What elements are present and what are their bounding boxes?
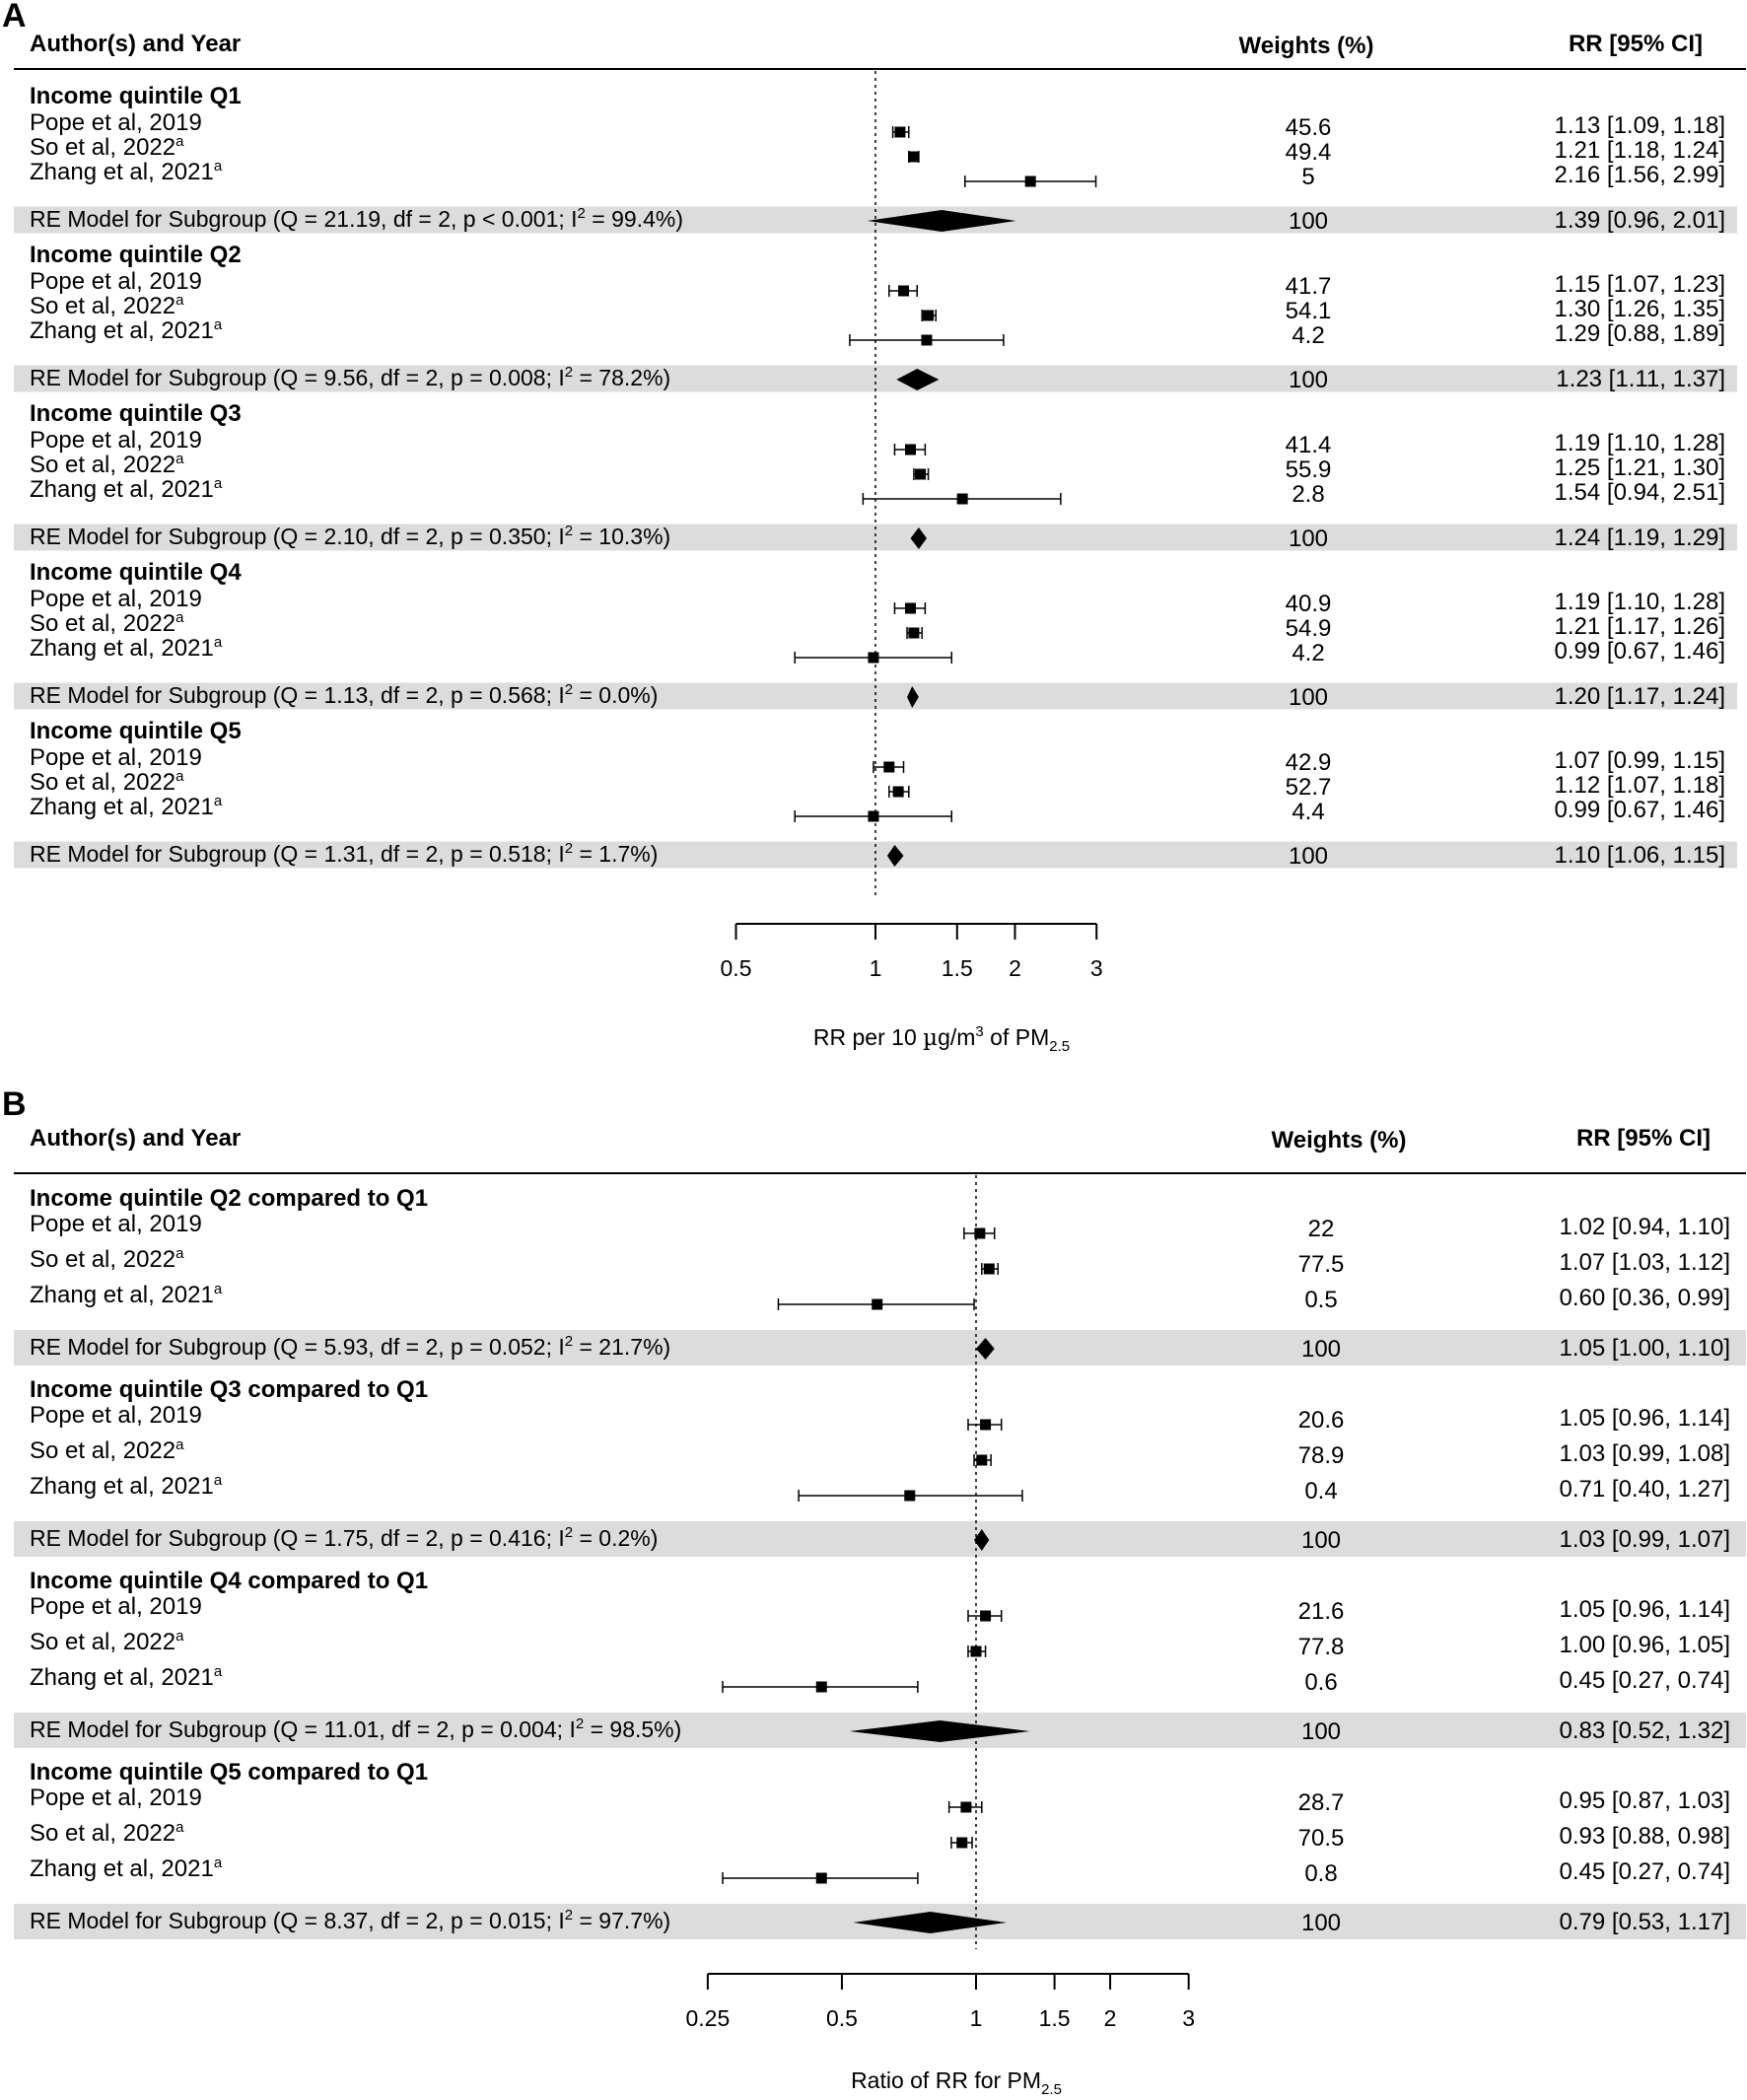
subgroup-summary-row	[14, 1521, 1746, 1557]
study-name: Zhang et al, 2021$^a$	[30, 793, 223, 820]
study-weight: 52.7	[1285, 774, 1332, 801]
subgroup-summary-row	[14, 1713, 1746, 1748]
x-tick-label: 3	[1182, 2005, 1196, 2031]
panel-a	[2, 0, 1746, 1055]
summary-weight: 100	[1300, 1527, 1342, 1554]
study-estimate: 1.05 [0.96, 1.14]	[1559, 1596, 1730, 1623]
summary-estimate: 1.39 [0.96, 2.01]	[1554, 207, 1725, 234]
study-weight: 4.2	[1292, 322, 1325, 349]
panel-b-x-axis	[685, 1175, 1195, 2031]
study-name: Zhang et al, 2021$^a$	[30, 634, 223, 662]
study-name: So et al, 2022$^a$	[30, 609, 184, 637]
group-label: Income quintile Q5	[30, 718, 242, 744]
study-name: Pope et al, 2019	[30, 1211, 202, 1237]
subgroup-summary-row	[14, 1904, 1746, 1939]
x-tick-label: 0.25	[685, 2005, 731, 2031]
point-estimate-square	[893, 787, 904, 798]
study-name: Zhang et al, 2021$^a$	[30, 316, 223, 344]
panel-b-letter: B	[2, 1085, 27, 1123]
study-name: Pope et al, 2019	[30, 427, 202, 454]
x-tick-label: 0.5	[720, 955, 752, 981]
summary-weight: 100	[1300, 1910, 1342, 1936]
study-name: Pope et al, 2019	[30, 586, 202, 612]
study-name: So et al, 2022$^a$	[30, 292, 184, 319]
group-label: Income quintile Q2	[30, 242, 242, 268]
study-name: Pope et al, 2019	[30, 744, 202, 771]
point-estimate-square	[904, 1491, 915, 1502]
group-label: Income quintile Q4 compared to Q1	[30, 1568, 429, 1594]
study-row	[30, 316, 1725, 349]
panel-b-col-estimate: RR [95% CI]	[1575, 1125, 1711, 1152]
study-row	[30, 1819, 1730, 1852]
study-row	[30, 1663, 1730, 1696]
point-estimate-square	[976, 1455, 987, 1466]
study-name: Zhang et al, 2021$^a$	[30, 475, 223, 503]
study-weight: 0.4	[1304, 1478, 1338, 1505]
study-name: So et al, 2022$^a$	[30, 1819, 184, 1847]
study-weight: 20.6	[1297, 1407, 1345, 1434]
point-estimate-square	[1025, 176, 1036, 187]
panel-b-col-weights: Weights (%)	[1271, 1127, 1407, 1154]
study-weight: 42.9	[1285, 749, 1332, 776]
study-name: Zhang et al, 2021$^a$	[30, 1663, 223, 1691]
study-weight: 28.7	[1297, 1789, 1345, 1816]
study-estimate: 0.99 [0.67, 1.46]	[1554, 797, 1725, 823]
study-weight: 22	[1307, 1216, 1335, 1242]
study-row	[30, 1436, 1730, 1469]
panel-b	[2, 1085, 1746, 2098]
study-row	[30, 158, 1725, 190]
study-estimate: 0.45 [0.27, 0.74]	[1559, 1667, 1730, 1694]
summary-label: RE Model for Subgroup (Q = 1.31, df = 2, p = 0.518; $I^2 = 1.7\%$)	[30, 840, 659, 867]
x-tick-label: 1.5	[1038, 2005, 1071, 2031]
summary-label: RE Model for Subgroup (Q = 21.19, df = 2, p < 0.001; $I^2 = 99.4\%$)	[30, 205, 683, 232]
study-weight: 4.2	[1292, 640, 1325, 666]
study-weight: 41.4	[1285, 432, 1332, 458]
study-estimate: 1.30 [1.26, 1.35]	[1554, 296, 1725, 322]
study-row	[30, 1785, 1730, 1816]
summary-estimate: 1.03 [0.99, 1.07]	[1559, 1526, 1730, 1553]
point-estimate-square	[980, 1420, 991, 1431]
point-estimate-square	[984, 1264, 995, 1275]
point-estimate-square	[957, 494, 968, 505]
study-weight: 0.5	[1304, 1287, 1338, 1313]
study-weight: 2.8	[1292, 481, 1325, 508]
panel-a-col-study: Author(s) and Year	[30, 31, 242, 57]
study-row	[30, 1628, 1730, 1660]
summary-label: RE Model for Subgroup (Q = 1.13, df = 2, p = 0.568; $I^2 = 0.0\%$)	[30, 681, 659, 708]
study-row	[30, 268, 1725, 300]
point-estimate-square	[960, 1802, 971, 1813]
study-weight: 70.5	[1297, 1825, 1345, 1852]
summary-label: RE Model for Subgroup (Q = 5.93, df = 2, p = 0.052; $I^2 = 21.7\%$)	[30, 1333, 671, 1360]
study-row	[30, 1281, 1730, 1313]
study-estimate: 1.54 [0.94, 2.51]	[1554, 479, 1725, 506]
study-weight: 54.9	[1285, 615, 1332, 642]
panel-a-rows	[14, 83, 1737, 870]
study-row	[30, 1855, 1730, 1887]
subgroup-summary-row	[14, 1330, 1746, 1365]
study-name: Zhang et al, 2021$^a$	[30, 1472, 223, 1500]
study-row	[30, 109, 1725, 141]
study-weight: 21.6	[1297, 1598, 1345, 1625]
study-estimate: 1.13 [1.09, 1.18]	[1554, 112, 1725, 139]
summary-estimate: 0.79 [0.53, 1.17]	[1559, 1909, 1730, 1935]
point-estimate-square	[883, 762, 894, 773]
panel-a-col-weights: Weights (%)	[1238, 33, 1374, 59]
point-estimate-square	[868, 811, 878, 822]
point-estimate-square	[923, 311, 934, 321]
study-weight: 41.7	[1285, 273, 1332, 300]
group-label: Income quintile Q3 compared to Q1	[30, 1376, 429, 1403]
study-row	[30, 133, 1725, 166]
panel-b-rows	[14, 1185, 1746, 1939]
study-estimate: 1.07 [1.03, 1.12]	[1559, 1249, 1730, 1276]
study-row	[30, 793, 1725, 825]
study-estimate: 1.25 [1.21, 1.30]	[1554, 455, 1725, 481]
summary-weight: 100	[1300, 1718, 1342, 1745]
study-estimate: 1.21 [1.17, 1.26]	[1554, 613, 1725, 640]
x-tick-label: 2	[1009, 955, 1021, 981]
summary-label: RE Model for Subgroup (Q = 1.75, df = 2, p = 0.416; $I^2 = 0.2\%$)	[30, 1524, 659, 1551]
x-tick-label: 1	[869, 955, 882, 981]
summary-estimate: 1.05 [1.00, 1.10]	[1559, 1335, 1730, 1362]
study-weight: 0.6	[1304, 1669, 1338, 1696]
study-row	[30, 1245, 1730, 1278]
study-name: So et al, 2022$^a$	[30, 451, 184, 478]
summary-estimate: 0.83 [0.52, 1.32]	[1559, 1717, 1730, 1744]
study-row	[30, 609, 1725, 642]
study-name: Pope et al, 2019	[30, 268, 202, 295]
x-tick-label: 2	[1103, 2005, 1117, 2031]
study-weight: 77.5	[1297, 1251, 1345, 1278]
summary-label: RE Model for Subgroup (Q = 11.01, df = 2, p = 0.004; $I^2 = 98.5\%$)	[30, 1715, 682, 1742]
summary-weight: 100	[1288, 843, 1329, 870]
panel-a-x-axis-label: RR per 10 $\mu g/m^3$ of $PM_{2.5}$	[812, 1023, 1071, 1055]
x-tick-label: 3	[1089, 955, 1103, 981]
study-weight: 77.8	[1297, 1634, 1345, 1660]
point-estimate-square	[915, 469, 926, 480]
study-row	[30, 292, 1725, 324]
study-row	[30, 634, 1725, 666]
study-estimate: 1.02 [0.94, 1.10]	[1559, 1214, 1730, 1240]
study-row	[30, 768, 1725, 801]
x-tick-label: 1.5	[941, 955, 973, 981]
point-estimate-square	[980, 1611, 991, 1622]
study-name: Pope et al, 2019	[30, 1593, 202, 1620]
study-name: Pope et al, 2019	[30, 109, 202, 136]
point-estimate-square	[956, 1838, 967, 1849]
study-name: So et al, 2022$^a$	[30, 1436, 184, 1464]
study-row	[30, 475, 1725, 508]
point-estimate-square	[894, 127, 905, 138]
study-weight: 40.9	[1285, 591, 1332, 617]
point-estimate-square	[908, 152, 919, 163]
group-label: Income quintile Q2 compared to Q1	[30, 1185, 429, 1212]
summary-estimate: 1.23 [1.11, 1.37]	[1556, 366, 1725, 392]
study-name: Pope et al, 2019	[30, 1785, 202, 1811]
study-estimate: 1.05 [0.96, 1.14]	[1559, 1405, 1730, 1432]
study-weight: 0.8	[1304, 1860, 1338, 1887]
group-label: Income quintile Q3	[30, 400, 242, 427]
study-weight: 5	[1301, 164, 1315, 190]
summary-label: RE Model for Subgroup (Q = 9.56, df = 2, p = 0.008; $I^2 = 78.2\%$)	[30, 364, 671, 390]
study-name: So et al, 2022$^a$	[30, 768, 184, 796]
panel-b-col-study: Author(s) and Year	[30, 1125, 242, 1152]
study-weight: 45.6	[1285, 114, 1332, 141]
study-estimate: 0.71 [0.40, 1.27]	[1559, 1476, 1730, 1503]
group-label: Income quintile Q4	[30, 559, 242, 586]
study-estimate: 1.19 [1.10, 1.28]	[1554, 430, 1725, 456]
study-estimate: 1.12 [1.07, 1.18]	[1554, 772, 1725, 799]
summary-weight: 100	[1300, 1336, 1342, 1363]
study-estimate: 1.19 [1.10, 1.28]	[1554, 589, 1725, 615]
study-row	[30, 1402, 1730, 1434]
study-name: Zhang et al, 2021$^a$	[30, 1281, 223, 1308]
point-estimate-square	[905, 445, 916, 455]
summary-label: RE Model for Subgroup (Q = 8.37, df = 2, p = 0.015; $I^2 = 97.7\%$)	[30, 1907, 671, 1933]
study-name: So et al, 2022$^a$	[30, 1628, 184, 1655]
study-row	[30, 1472, 1730, 1505]
study-weight: 49.4	[1285, 139, 1332, 166]
point-estimate-square	[908, 628, 919, 639]
panel-a-letter: A	[2, 0, 27, 35]
study-row	[30, 744, 1725, 776]
study-row	[30, 451, 1725, 483]
point-estimate-square	[898, 286, 909, 297]
point-estimate-square	[816, 1682, 827, 1693]
group-label: Income quintile Q1	[30, 83, 242, 109]
study-weight: 78.9	[1297, 1442, 1345, 1469]
study-row	[30, 427, 1725, 458]
summary-weight: 100	[1288, 684, 1329, 711]
point-estimate-square	[816, 1873, 827, 1884]
summary-weight: 100	[1288, 208, 1329, 235]
point-estimate-square	[868, 653, 878, 664]
study-estimate: 1.15 [1.07, 1.23]	[1554, 271, 1725, 298]
study-name: Zhang et al, 2021$^a$	[30, 1855, 223, 1882]
study-estimate: 0.95 [0.87, 1.03]	[1559, 1787, 1730, 1814]
study-estimate: 1.00 [0.96, 1.05]	[1559, 1632, 1730, 1658]
study-row	[30, 586, 1725, 617]
panel-b-x-axis-label: Ratio of RR for $PM_{2.5}$	[851, 2067, 1062, 2098]
study-name: So et al, 2022$^a$	[30, 1245, 184, 1273]
summary-weight: 100	[1288, 367, 1329, 393]
study-row	[30, 1593, 1730, 1625]
study-weight: 55.9	[1285, 456, 1332, 483]
study-estimate: 2.16 [1.56, 2.99]	[1554, 162, 1725, 188]
study-name: Pope et al, 2019	[30, 1402, 202, 1429]
x-tick-label: 0.5	[825, 2005, 858, 2031]
summary-weight: 100	[1288, 525, 1329, 552]
summary-label: RE Model for Subgroup (Q = 2.10, df = 2, p = 0.350; $I^2 = 10.3\%$)	[30, 523, 671, 549]
panel-a-col-estimate: RR [95% CI]	[1568, 31, 1703, 57]
study-name: Zhang et al, 2021$^a$	[30, 158, 223, 185]
summary-estimate: 1.10 [1.06, 1.15]	[1554, 842, 1725, 869]
study-estimate: 1.07 [0.99, 1.15]	[1554, 747, 1725, 774]
study-estimate: 1.21 [1.18, 1.24]	[1554, 137, 1725, 164]
summary-estimate: 1.24 [1.19, 1.29]	[1554, 525, 1725, 551]
group-label: Income quintile Q5 compared to Q1	[30, 1759, 429, 1785]
study-estimate: 0.99 [0.67, 1.46]	[1554, 638, 1725, 665]
study-estimate: 0.60 [0.36, 0.99]	[1559, 1285, 1730, 1311]
study-weight: 54.1	[1285, 298, 1332, 324]
study-estimate: 1.03 [0.99, 1.08]	[1559, 1440, 1730, 1467]
study-estimate: 0.45 [0.27, 0.74]	[1559, 1858, 1730, 1885]
study-weight: 4.4	[1292, 799, 1325, 825]
point-estimate-square	[921, 335, 932, 346]
study-name: So et al, 2022$^a$	[30, 133, 184, 161]
study-estimate: 0.93 [0.88, 0.98]	[1559, 1823, 1730, 1850]
point-estimate-square	[872, 1299, 882, 1310]
point-estimate-square	[905, 603, 916, 614]
summary-estimate: 1.20 [1.17, 1.24]	[1554, 683, 1725, 710]
x-tick-label: 1	[969, 2005, 983, 2031]
study-row	[30, 1211, 1730, 1242]
study-estimate: 1.29 [0.88, 1.89]	[1554, 320, 1725, 347]
